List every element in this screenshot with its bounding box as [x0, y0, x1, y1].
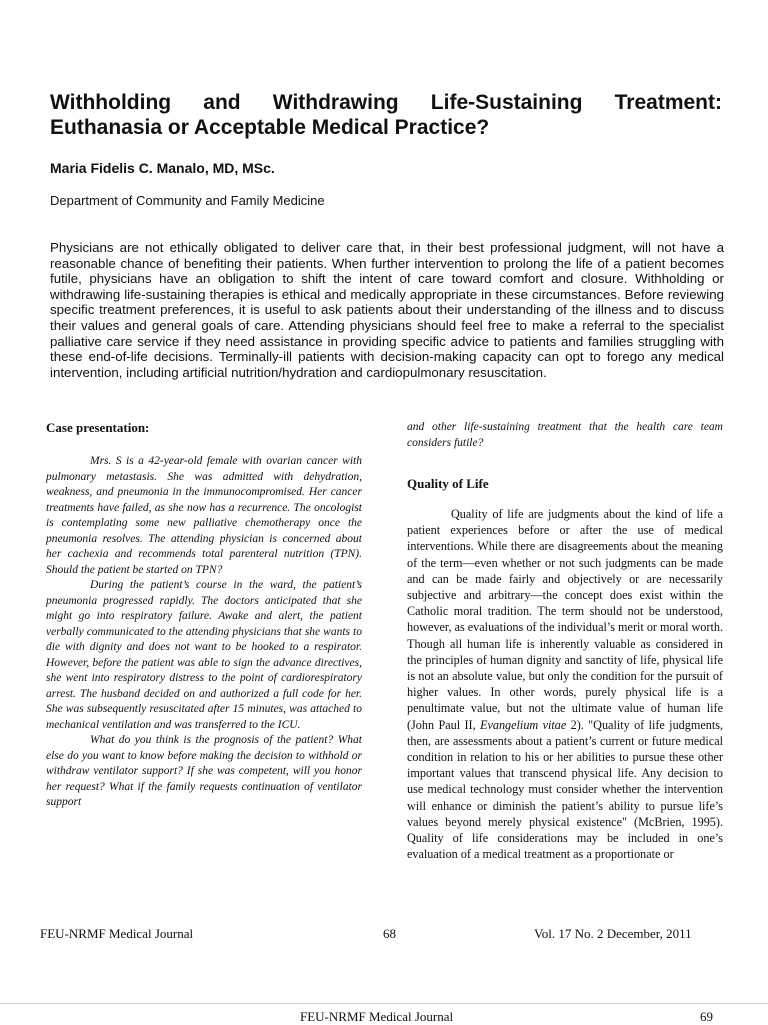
next-page-number: 69: [700, 1009, 713, 1024]
quality-of-life-heading: Quality of Life: [407, 476, 489, 491]
article-abstract: Physicians are not ethically obligated to deliver care that, in their best professional judgment, will not have a reasonable chance of benefiting their patients. When further intervention to prolong the life of a patient becomes futile, physicians have an obligation to shift the intent of care toward comfort and closure. Withholding or withdrawing life-sustaining therapies is ethical and medically appropriate in these circumstances. Before reviewing specific treatment preferences, it is useful to ask patients about their understanding of the illness and to discuss their values and general goals of care. Attending physicians should feel free to make a referral to the specialist palliative care service if they need assistance in providing specific advice to patients and families struggling with these end-of-life decisions. Terminally-ill patients with decision-making capacity can opt to forego any medical intervention, including artificial nutrition/hydration and cardiopulmonary resuscitation.: [50, 240, 724, 380]
footer-journal: FEU-NRMF Medical Journal: [40, 926, 194, 941]
article-author: Maria Fidelis C. Manalo, MD, MSc.: [50, 160, 275, 176]
case-paragraph: During the patient’s course in the ward, the patient’s pneumonia progressed rapidly. The doctors anticipated that she might go into respiratory failure. Awake and alert, the patient verbally communicated to the attending physicians that she wants to die with dignity and does not want to be hooked to a respirator. However, before the patient was able to sign the advance directives, she went into respiratory distress to the point of cardiorespiratory arrest. The husband decided on and authorized a full code for her. She was subsequently resuscitated after 15 minutes, was attached to mechanical ventilation and was transferred to the ICU.: [46, 579, 362, 731]
quality-of-life-text: Quality of life are judgments about the kind of life a patient experiences before or after the use of medical interventions. While there are disagreements about the meaning of the term—even whether or not such judgments can be made and can be made fairly and objectively or are necessarily subjective and arbitrary—the concept does exist within the Catholic moral tradition. The term should not be understood, however, as evaluations of the individual’s merit or moral worth. Though all human life is inherently valuable as considered in the principles of human dignity and sanctity of life, physical life is not an absolute value, but only the condition for the pursuit of higher values. In other words, purely physical life is a penultimate value, but not the ultimate value of human life (John Paul II,: [407, 507, 723, 732]
case-paragraph: What do you think is the prognosis of the patient? What else do you want to know before making the decision to withhold or withdraw ventilator support? If she was competent, will you honor her request? What if the family requests continuation of ventilator support: [46, 734, 362, 808]
citation-title: Evangelium vitae: [480, 717, 567, 732]
case-continuation: and other life-sustaining treatment that the health care team considers futile?: [407, 421, 723, 449]
footer-volume: Vol. 17 No. 2 December, 2011: [534, 926, 692, 941]
quality-of-life-text-end: 2). "Quality of life judgments, then, are assessments about a patient’s current or future medical condition in relation to his or her abilities to pursue these other important values that transcend physical life. Any decision to use medical technology must consider whether the intervention will enhance or diminish the patient’s ability to pursue life’s values beyond merely physical existence" (McBrien, 1995). Quality of life considerations may be included in one’s evaluation of a medical treatment as a proportionate or: [407, 717, 724, 862]
quality-of-life-paragraph: [407, 506, 723, 862]
right-column: [407, 420, 723, 862]
author-department: Department of Community and Family Medicine: [50, 193, 325, 208]
footer-page-number: 68: [383, 926, 396, 941]
case-paragraph: Mrs. S is a 42-year-old female with ovarian cancer with pulmonary metastasis. She was admitted with dehydration, weakness, and pneumonia in the immunocompromised. Her cancer treatments have failed, as she now has a recurrence. The oncologist is contemplating some new palliative chemotherapy once the pneumonia resolves. The attending physician is concerned about her cachexia and recommends total parenteral nutrition (TPN). Should the patient be started on TPN?: [46, 455, 362, 576]
article-title: Withholding and Withdrawing Life-Sustaining Treatment: Euthanasia or Acceptable Medical Practice?: [50, 91, 722, 139]
left-column: [46, 420, 362, 811]
next-page-journal: FEU-NRMF Medical Journal: [300, 1009, 454, 1024]
case-heading: Case presentation:: [46, 420, 150, 435]
